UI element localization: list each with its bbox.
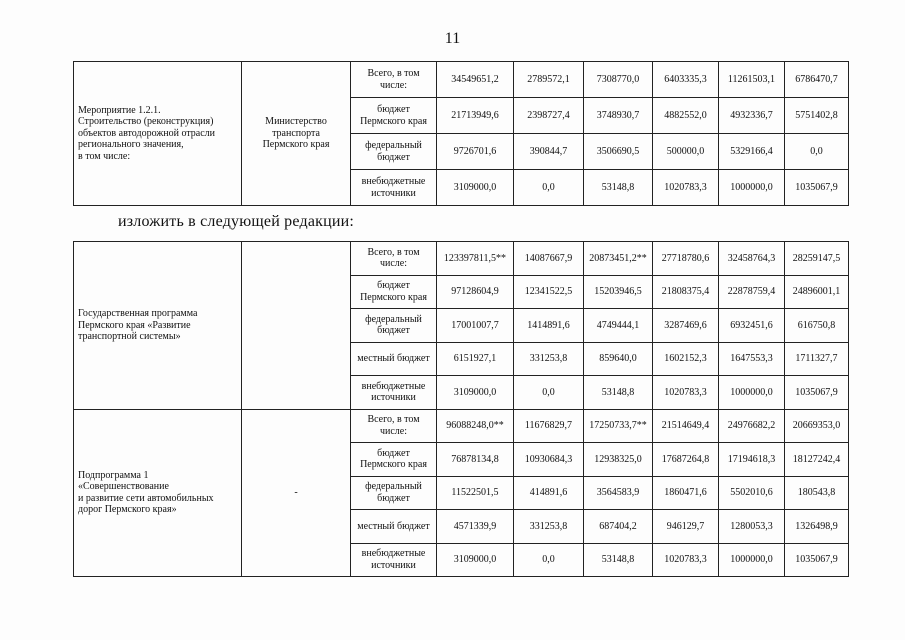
new-program-body — [74, 242, 849, 577]
value-cell: 1647553,3 — [719, 342, 785, 376]
value-cell: 331253,8 — [514, 342, 584, 376]
value-cell: 687404,2 — [584, 510, 653, 544]
table-row — [74, 409, 849, 443]
value-cell: 946129,7 — [653, 510, 719, 544]
value-cell: 4932336,7 — [719, 98, 785, 134]
value-cell: 1020783,3 — [653, 376, 719, 410]
funding-source-cell: федеральный бюджет — [351, 134, 437, 170]
value-cell: 123397811,5** — [437, 242, 514, 276]
value-cell: 390844,7 — [514, 134, 584, 170]
value-cell: 21713949,6 — [437, 98, 514, 134]
value-cell: 1414891,6 — [514, 309, 584, 343]
value-cell: 2398727,4 — [514, 98, 584, 134]
value-cell: 3109000,0 — [437, 543, 514, 577]
value-cell: 53148,8 — [584, 170, 653, 206]
funding-source-cell: внебюджетные источники — [351, 543, 437, 577]
page-number: 11 — [444, 30, 461, 47]
value-cell: 6151927,1 — [437, 342, 514, 376]
value-cell: 4749444,1 — [584, 309, 653, 343]
value-cell: 6403335,3 — [653, 62, 719, 98]
value-cell: 32458764,3 — [719, 242, 785, 276]
value-cell: 1035067,9 — [785, 543, 849, 577]
value-cell: 1602152,3 — [653, 342, 719, 376]
value-cell: 3506690,5 — [584, 134, 653, 170]
value-cell: 1000000,0 — [719, 170, 785, 206]
value-cell: 1860471,6 — [653, 476, 719, 510]
value-cell: 17687264,8 — [653, 443, 719, 477]
value-cell: 11522501,5 — [437, 476, 514, 510]
value-cell: 10930684,3 — [514, 443, 584, 477]
funding-source-cell: бюджет Пермского края — [351, 275, 437, 309]
value-cell: 17194618,3 — [719, 443, 785, 477]
value-cell: 5751402,8 — [785, 98, 849, 134]
value-cell: 20873451,2** — [584, 242, 653, 276]
value-cell: 1035067,9 — [785, 376, 849, 410]
value-cell: 3748930,7 — [584, 98, 653, 134]
value-cell: 11261503,1 — [719, 62, 785, 98]
value-cell: 1020783,3 — [653, 170, 719, 206]
value-cell: 3287469,6 — [653, 309, 719, 343]
value-cell: 34549651,2 — [437, 62, 514, 98]
value-cell: 1000000,0 — [719, 376, 785, 410]
value-cell: 1280053,3 — [719, 510, 785, 544]
value-cell: 859640,0 — [584, 342, 653, 376]
value-cell: 4882552,0 — [653, 98, 719, 134]
value-cell: 53148,8 — [584, 376, 653, 410]
value-cell: 24896001,1 — [785, 275, 849, 309]
value-cell: 6932451,6 — [719, 309, 785, 343]
old-program-body — [74, 62, 849, 206]
new-program-table — [73, 241, 849, 577]
table-row — [74, 242, 849, 276]
value-cell: 20669353,0 — [785, 409, 849, 443]
value-cell: 5329166,4 — [719, 134, 785, 170]
value-cell: 76878134,8 — [437, 443, 514, 477]
value-cell: 0,0 — [514, 376, 584, 410]
funding-source-cell: бюджет Пермского края — [351, 98, 437, 134]
executor-cell: - — [242, 409, 351, 577]
value-cell: 0,0 — [514, 170, 584, 206]
value-cell: 97128604,9 — [437, 275, 514, 309]
table-row — [74, 62, 849, 98]
funding-source-cell: Всего, в том числе: — [351, 242, 437, 276]
value-cell: 3109000,0 — [437, 170, 514, 206]
old-program-table — [73, 61, 849, 206]
section-heading: изложить в следующей редакции: — [118, 213, 355, 230]
funding-source-cell: бюджет Пермского края — [351, 443, 437, 477]
value-cell: 4571339,9 — [437, 510, 514, 544]
value-cell: 21514649,4 — [653, 409, 719, 443]
value-cell: 5502010,6 — [719, 476, 785, 510]
funding-source-cell: Всего, в том числе: — [351, 409, 437, 443]
value-cell: 0,0 — [514, 543, 584, 577]
value-cell: 53148,8 — [584, 543, 653, 577]
value-cell: 0,0 — [785, 134, 849, 170]
program-name-cell: Мероприятие 1.2.1. Строительство (реконструкция) объектов автодорожной отрасли регионального значения, в том числе: — [74, 62, 242, 206]
value-cell: 1711327,7 — [785, 342, 849, 376]
value-cell: 2789572,1 — [514, 62, 584, 98]
value-cell: 15203946,5 — [584, 275, 653, 309]
value-cell: 331253,8 — [514, 510, 584, 544]
funding-source-cell: федеральный бюджет — [351, 476, 437, 510]
value-cell: 1020783,3 — [653, 543, 719, 577]
funding-source-cell: внебюджетные источники — [351, 376, 437, 410]
value-cell: 24976682,2 — [719, 409, 785, 443]
value-cell: 9726701,6 — [437, 134, 514, 170]
executor-cell — [242, 242, 351, 410]
value-cell: 22878759,4 — [719, 275, 785, 309]
funding-source-cell: местный бюджет — [351, 510, 437, 544]
value-cell: 27718780,6 — [653, 242, 719, 276]
value-cell: 1000000,0 — [719, 543, 785, 577]
executor-cell: Министерство транспорта Пермского края — [242, 62, 351, 206]
program-name-cell: Государственная программа Пермского края «Развитие транспортной системы» — [74, 242, 242, 410]
funding-source-cell: местный бюджет — [351, 342, 437, 376]
value-cell: 3109000,0 — [437, 376, 514, 410]
value-cell: 6786470,7 — [785, 62, 849, 98]
funding-source-cell: внебюджетные источники — [351, 170, 437, 206]
value-cell: 12938325,0 — [584, 443, 653, 477]
value-cell: 3564583,9 — [584, 476, 653, 510]
value-cell: 96088248,0** — [437, 409, 514, 443]
value-cell: 12341522,5 — [514, 275, 584, 309]
value-cell: 616750,8 — [785, 309, 849, 343]
value-cell: 500000,0 — [653, 134, 719, 170]
value-cell: 18127242,4 — [785, 443, 849, 477]
program-name-cell: Подпрограмма 1 «Совершенствование и развитие сети автомобильных дорог Пермского края» — [74, 409, 242, 577]
value-cell: 11676829,7 — [514, 409, 584, 443]
value-cell: 1035067,9 — [785, 170, 849, 206]
value-cell: 14087667,9 — [514, 242, 584, 276]
value-cell: 21808375,4 — [653, 275, 719, 309]
funding-source-cell: федеральный бюджет — [351, 309, 437, 343]
value-cell: 414891,6 — [514, 476, 584, 510]
value-cell: 7308770,0 — [584, 62, 653, 98]
value-cell: 180543,8 — [785, 476, 849, 510]
value-cell: 17250733,7** — [584, 409, 653, 443]
value-cell: 28259147,5 — [785, 242, 849, 276]
value-cell: 1326498,9 — [785, 510, 849, 544]
funding-source-cell: Всего, в том числе: — [351, 62, 437, 98]
value-cell: 17001007,7 — [437, 309, 514, 343]
